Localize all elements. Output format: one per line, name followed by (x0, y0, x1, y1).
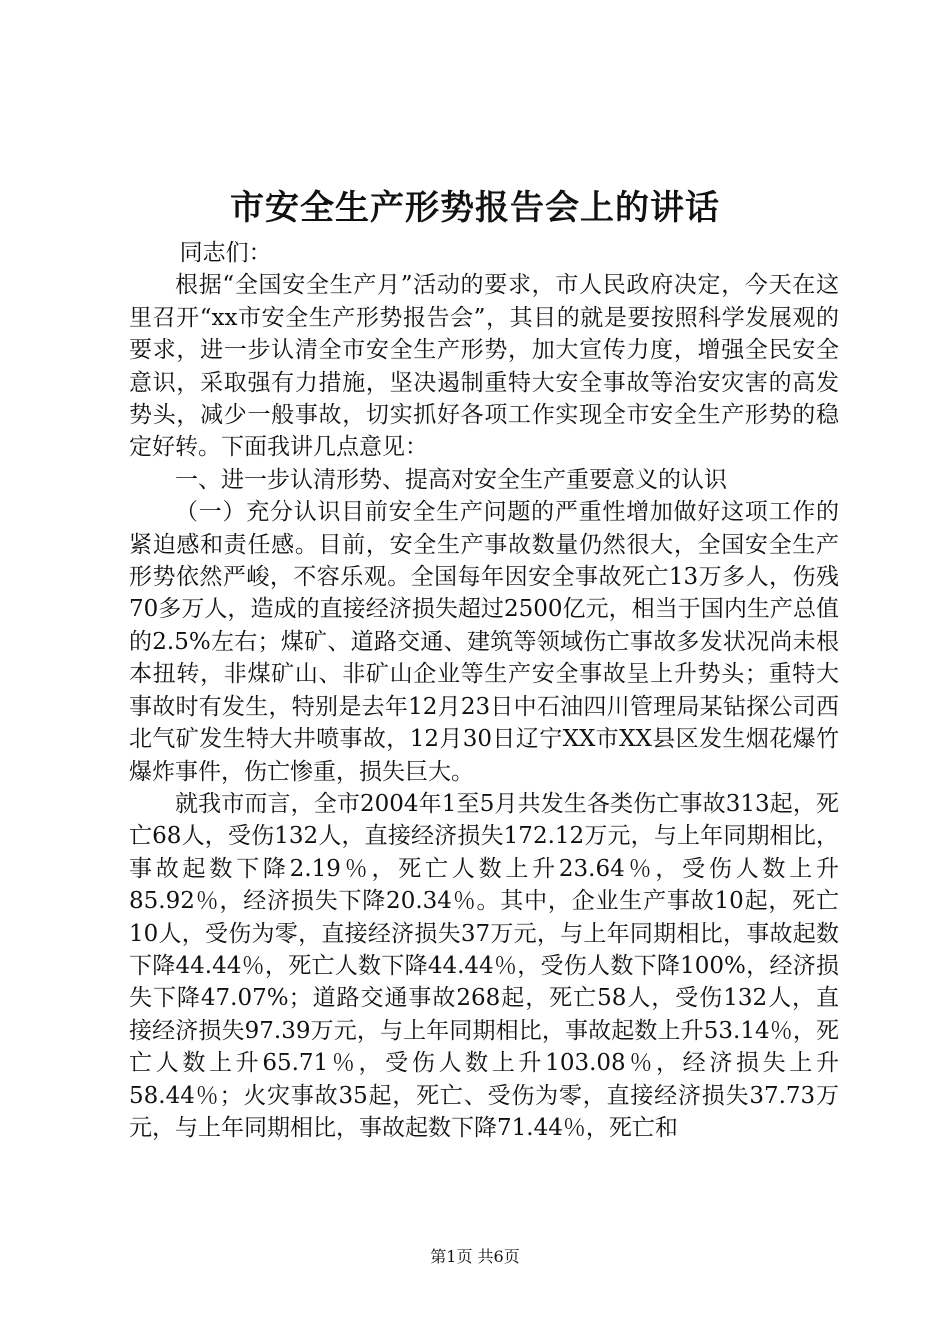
page-number-footer: 第1页 共6页 (430, 1247, 520, 1266)
page-title: 市安全生产形势报告会上的讲话 (230, 188, 720, 228)
paragraph-intro: 根据“全国安全生产月”活动的要求，市人民政府决定，今天在这里召开“xx市安全生产形势报告会”，其目的就是要按照科学发展观的要求，进一步认清全市安全生产形势，加大宣传力度，增强全民安全意识，采取强有力措施，坚决遏制重特大安全事故等治安灾害的高发势头，减少一般事故，切实抓好各项工作实现全市安全生产形势的稳定好转。下面我讲几点意见： (129, 272, 839, 461)
paragraph-subsection-1: （一）充分认识目前安全生产问题的严重性增加做好这项工作的紧迫感和责任感。目前，安全生产事故数量仍然很大，全国安全生产形势依然严峻，不容乐观。全国每年因安全事故死亡13万多人，伤残70多万人，造成的直接经济损失超过2500亿元，相当于国内生产总值的2.5%左右；煤矿、道路交通、建筑等领域伤亡事故多发状况尚未根本扭转，非煤矿山、非矿山企业等生产安全事故呈上升势头；重特大事故时有发生，特别是去年12月23日中石油四川管理局某钻探公司西北气矿发生特大井喷事故，12月30日辽宁XX市XX县区发生烟花爆竹爆炸事件，伤亡惨重，损失巨大。 (129, 499, 839, 785)
document-body (129, 237, 839, 1144)
greeting: 同志们： (179, 240, 272, 266)
paragraph-city-statistics: 就我市而言，全市2004年1至5月共发生各类伤亡事故313起，死亡68人，受伤132人，直接经济损失172.12万元，与上年同期相比，事故起数下降2.19％，死亡人数上升23.64％，受伤人数上升85.92％，经济损失下降20.34％。其中，企业生产事故10起，死亡10人，受伤为零，直接经济损失37万元，与上年同期相比，事故起数下降44.44％，死亡人数下降44.44％，受伤人数下降100%，经济损失下降47.07%；道路交通事故268起，死亡58人，受伤132人，直接经济损失97.39万元，与上年同期相比，事故起数上升53.14％，死亡人数上升65.71％，受伤人数上升103.08％，经济损失上升58.44％；火灾事故35起，死亡、受伤为零，直接经济损失37.73万元，与上年同期相比，事故起数下降71.44％，死亡和 (129, 790, 839, 1141)
section-heading-1: 一、进一步认清形势、提高对安全生产重要意义的认识 (175, 466, 727, 493)
